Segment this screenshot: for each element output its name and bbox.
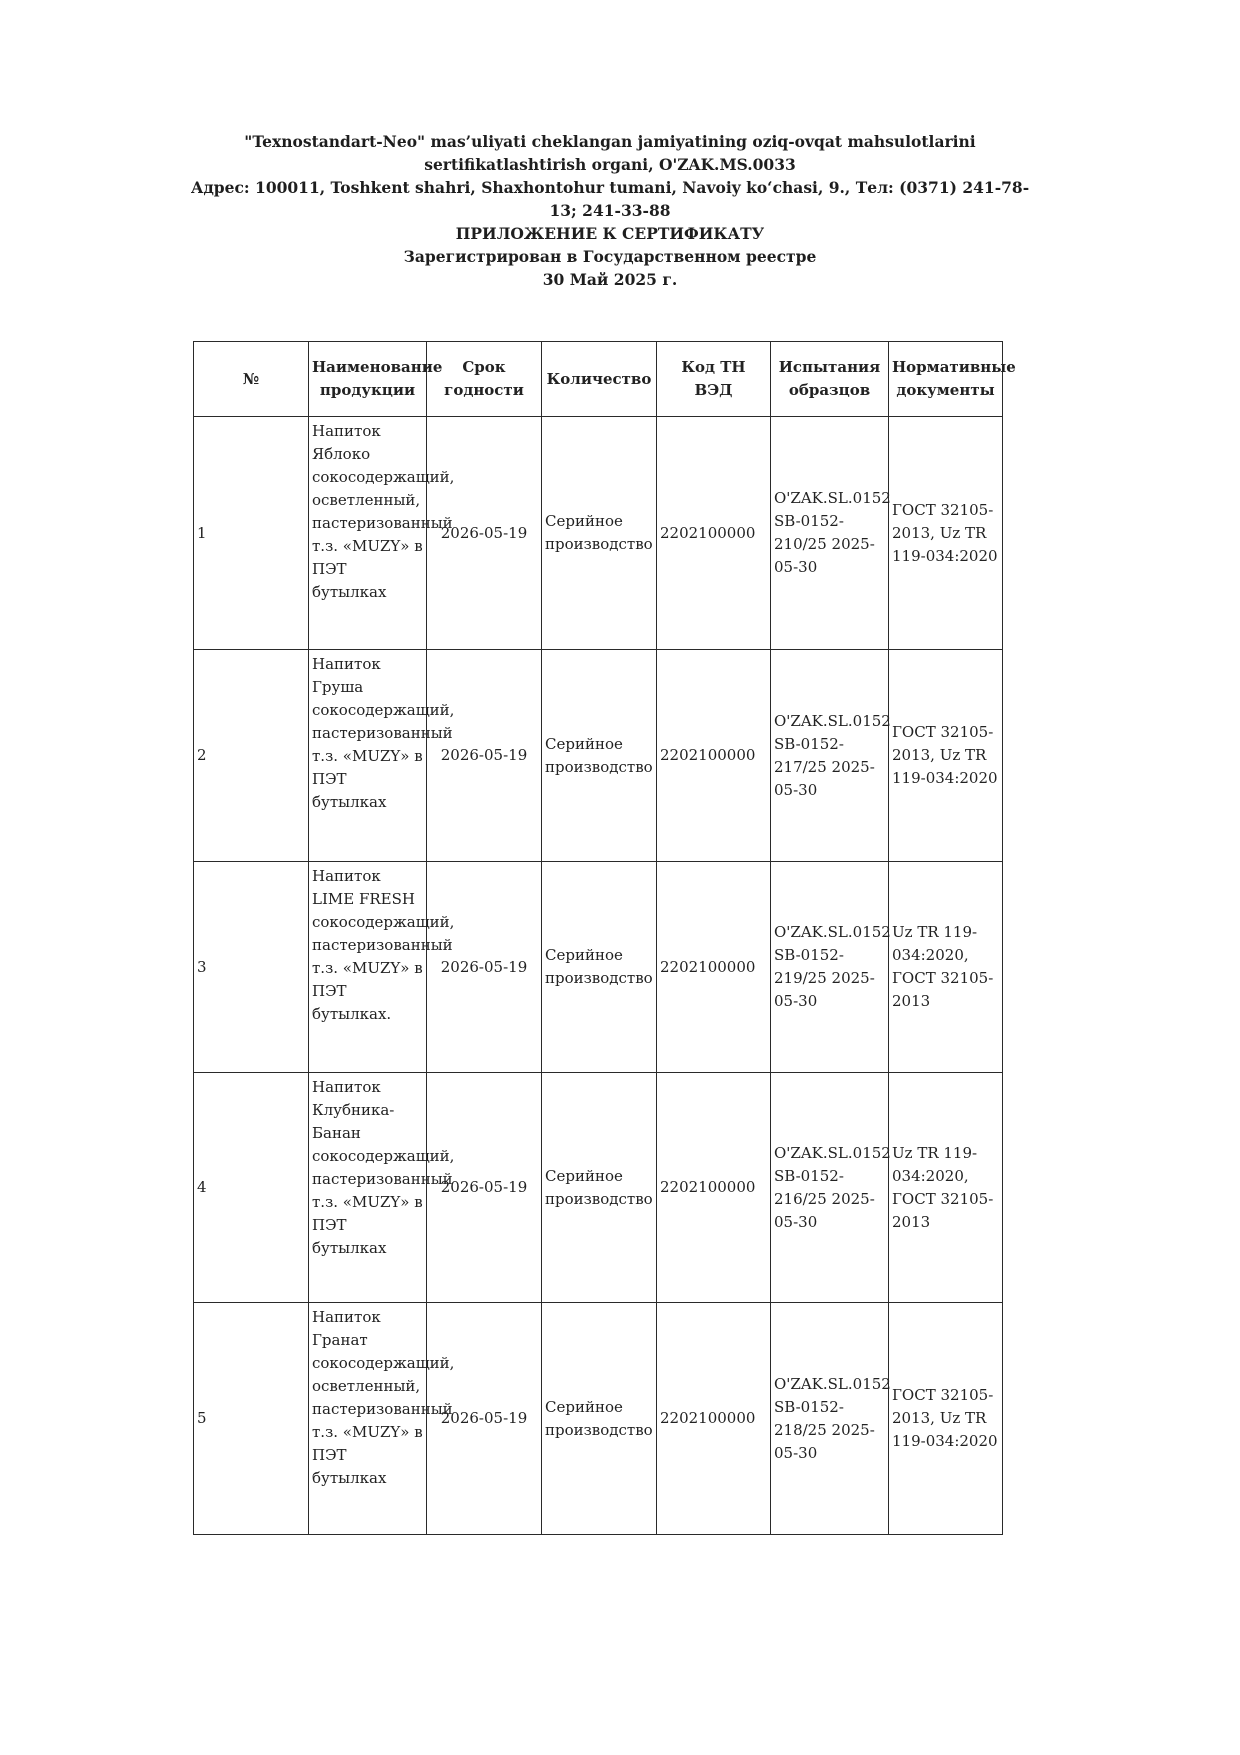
sample-tests: O'ZAK.SL.0152 SB-0152-216/25 2025-05-30 (771, 1073, 889, 1303)
address-line-1: Адрес: 100011, Toshkent shahri, Shaxhontohur tumani, Navoiy ko‘chasi, 9., Тел: (0371) 241-78- (190, 178, 1030, 197)
normative-documents: ГОСТ 32105-2013, Uz TR 119-034:2020 (889, 417, 1003, 650)
column-header-norms: Нормативные документы (889, 342, 1003, 417)
column-header-code: Код ТН ВЭД (657, 342, 771, 417)
table-header-row (194, 342, 1003, 417)
expiry-date: 2026-05-19 (427, 650, 542, 862)
expiry-date: 2026-05-19 (427, 1303, 542, 1535)
normative-documents: Uz TR 119-034:2020, ГОСТ 32105-2013 (889, 1073, 1003, 1303)
column-header-expiry: Срок годности (427, 342, 542, 417)
table-row (194, 862, 1003, 1073)
row-number: 5 (194, 1303, 309, 1535)
sample-tests: O'ZAK.SL.0152 SB-0152-218/25 2025-05-30 (771, 1303, 889, 1535)
registry-date: 30 Май 2025 г. (542, 270, 678, 289)
product-name: Напиток Груша сокосодержащий, пастеризованный т.з. «MUZY» в ПЭТ бутылках (309, 650, 427, 862)
table-row (194, 1073, 1003, 1303)
certificate-appendix-table (193, 341, 1016, 1535)
expiry-date: 2026-05-19 (427, 862, 542, 1073)
tn-ved-code: 2202100000 (657, 862, 771, 1073)
document-title: ПРИЛОЖЕНИЕ К СЕРТИФИКАТУ (455, 224, 765, 243)
tn-ved-code: 2202100000 (657, 417, 771, 650)
tn-ved-code: 2202100000 (657, 1303, 771, 1535)
row-number: 2 (194, 650, 309, 862)
quantity: Серийное производство (542, 862, 657, 1073)
quantity: Серийное производство (542, 417, 657, 650)
normative-documents: ГОСТ 32105-2013, Uz TR 119-034:2020 (889, 650, 1003, 862)
registry-subtitle: Зарегистрирован в Государственном реестре (403, 247, 817, 266)
product-name: Напиток Гранат сокосодержащий, осветленный, пастеризованный т.з. «MUZY» в ПЭТ бутылках (309, 1303, 427, 1535)
sample-tests: O'ZAK.SL.0152 SB-0152-219/25 2025-05-30 (771, 862, 889, 1073)
document-header (180, 131, 1040, 291)
product-name: Напиток LIME FRESH сокосодержащий, пастеризованный т.з. «MUZY» в ПЭТ бутылках. (309, 862, 427, 1073)
column-header-name: Наименование продукции (309, 342, 427, 417)
table-row (194, 1303, 1003, 1535)
expiry-date: 2026-05-19 (427, 1073, 542, 1303)
quantity: Серийное производство (542, 650, 657, 862)
sample-tests: O'ZAK.SL.0152 SB-0152-210/25 2025-05-30 (771, 417, 889, 650)
table-row (194, 417, 1003, 650)
row-number: 4 (194, 1073, 309, 1303)
sample-tests: O'ZAK.SL.0152 SB-0152-217/25 2025-05-30 (771, 650, 889, 862)
tn-ved-code: 2202100000 (657, 1073, 771, 1303)
org-line-1: "Texnostandart-Neo" mas’uliyati cheklangan jamiyatining oziq-ovqat mahsulotlarini (244, 132, 976, 151)
normative-documents: ГОСТ 32105-2013, Uz TR 119-034:2020 (889, 1303, 1003, 1535)
column-header-quantity: Количество (542, 342, 657, 417)
normative-documents: Uz TR 119-034:2020, ГОСТ 32105-2013 (889, 862, 1003, 1073)
tn-ved-code: 2202100000 (657, 650, 771, 862)
org-line-2: sertifikatlashtirish organi, O'ZAK.MS.0033 (424, 154, 796, 174)
product-name: Напиток Клубника-Банан сокосодержащий, пастеризованный т.з. «MUZY» в ПЭТ бутылках (309, 1073, 427, 1303)
column-header-tests: Испытания образцов (771, 342, 889, 417)
address-line-2: 13; 241-33-88 (549, 201, 671, 220)
quantity: Серийное производство (542, 1073, 657, 1303)
table-row (194, 650, 1003, 862)
row-number: 3 (194, 862, 309, 1073)
row-number: 1 (194, 417, 309, 650)
expiry-date: 2026-05-19 (427, 417, 542, 650)
product-name: Напиток Яблоко сокосодержащий, осветленный, пастеризованный т.з. «MUZY» в ПЭТ бутылках (309, 417, 427, 650)
quantity: Серийное производство (542, 1303, 657, 1535)
column-header-number: № (194, 342, 309, 417)
